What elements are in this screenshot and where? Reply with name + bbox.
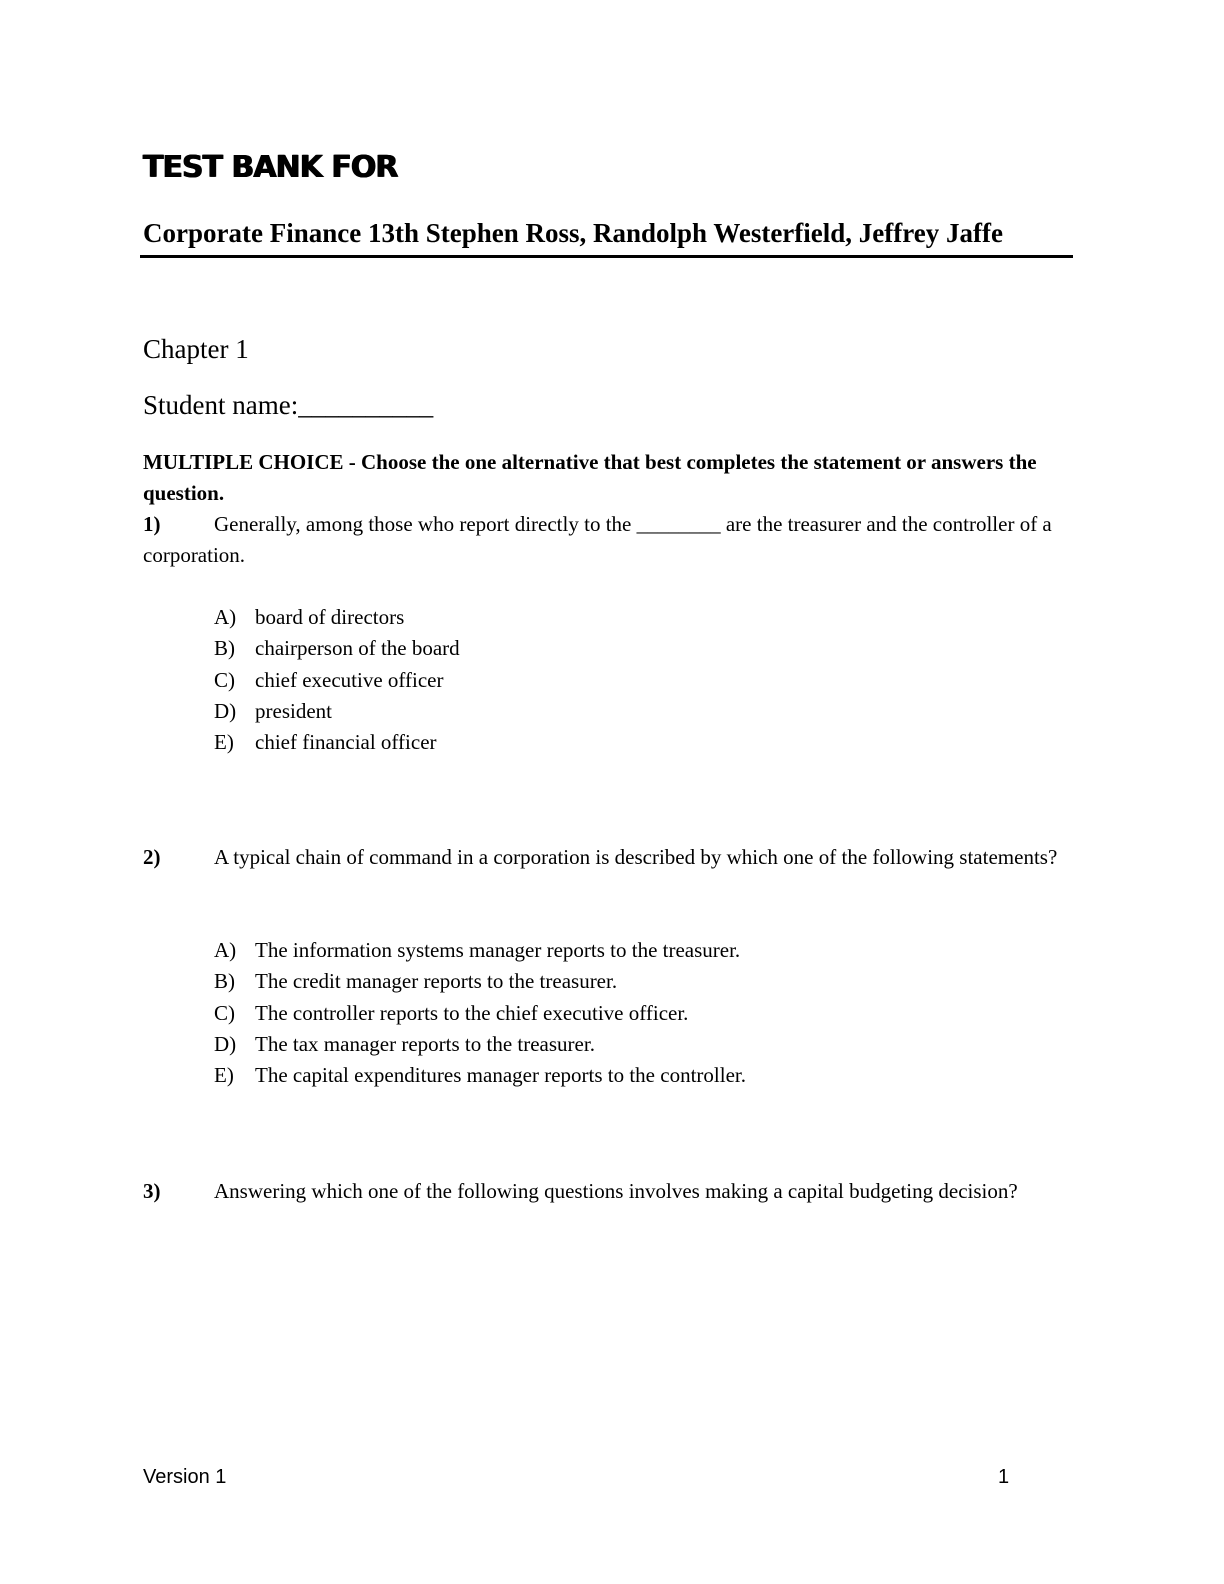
question-1 xyxy=(143,509,1063,571)
choice-text: The capital expenditures manager reports to the controller. xyxy=(255,1063,746,1088)
choice-text: The tax manager reports to the treasurer. xyxy=(255,1031,595,1056)
title-underline xyxy=(140,255,1073,258)
test-bank-banner: TEST BANK FOR xyxy=(143,150,398,185)
choice-item xyxy=(214,1029,746,1060)
choice-letter: C) xyxy=(214,1000,235,1025)
choice-letter: D) xyxy=(214,1031,237,1056)
choice-item xyxy=(214,935,746,966)
choice-letter: B) xyxy=(214,636,235,661)
choice-letter: A) xyxy=(214,605,237,629)
choice-item xyxy=(214,998,746,1029)
book-title: Corporate Finance 13th Stephen Ross, Randolph Westerfield, Jeffrey Jaffe xyxy=(143,218,1003,248)
choice-item xyxy=(214,727,460,758)
choice-item xyxy=(214,1060,746,1091)
choice-letter: B) xyxy=(214,969,235,994)
choice-letter: C) xyxy=(214,667,235,692)
question-text: Answering which one of the following questions involves making a capital budgeting decision? xyxy=(214,1179,1018,1203)
chapter-heading: Chapter 1 xyxy=(143,334,249,364)
choice-letter: D) xyxy=(214,698,237,723)
choice-item xyxy=(214,696,460,727)
question-text: Generally, among those who report directly to the ________ are the treasurer and the controller of a corporation. xyxy=(143,512,1052,567)
choice-letter: A) xyxy=(214,938,237,962)
footer-page-number: 1 xyxy=(998,1466,1010,1488)
choice-text: chief executive officer xyxy=(255,667,444,692)
choice-letter: E) xyxy=(214,1063,234,1088)
choice-item xyxy=(214,602,460,633)
question-2 xyxy=(143,842,1063,873)
choice-text: board of directors xyxy=(255,605,405,629)
question-text: A typical chain of command in a corporation is described by which one of the following statements? xyxy=(214,845,1058,869)
question-number: 1) xyxy=(143,512,161,536)
choice-text: chairperson of the board xyxy=(255,636,460,661)
choice-item xyxy=(214,966,746,997)
choice-text: The controller reports to the chief executive officer. xyxy=(255,1000,689,1025)
choice-text: The credit manager reports to the treasurer. xyxy=(255,969,618,994)
choice-item xyxy=(214,665,460,696)
question-3 xyxy=(143,1176,1063,1207)
student-name-field: Student name:__________ xyxy=(143,390,434,420)
question-1-choices xyxy=(214,602,460,758)
footer-version: Version 1 xyxy=(143,1466,227,1488)
choice-text: president xyxy=(255,698,332,723)
question-number: 3) xyxy=(143,1179,161,1203)
question-2-choices xyxy=(214,935,746,1091)
choice-text: The information systems manager reports to the treasurer. xyxy=(255,938,741,962)
choice-letter: E) xyxy=(214,730,234,755)
question-number: 2) xyxy=(143,845,161,869)
section-instructions: MULTIPLE CHOICE - Choose the one alternative that best completes the statement or answers the question. xyxy=(143,450,1037,505)
choice-text: chief financial officer xyxy=(255,730,437,755)
choice-item xyxy=(214,633,460,664)
